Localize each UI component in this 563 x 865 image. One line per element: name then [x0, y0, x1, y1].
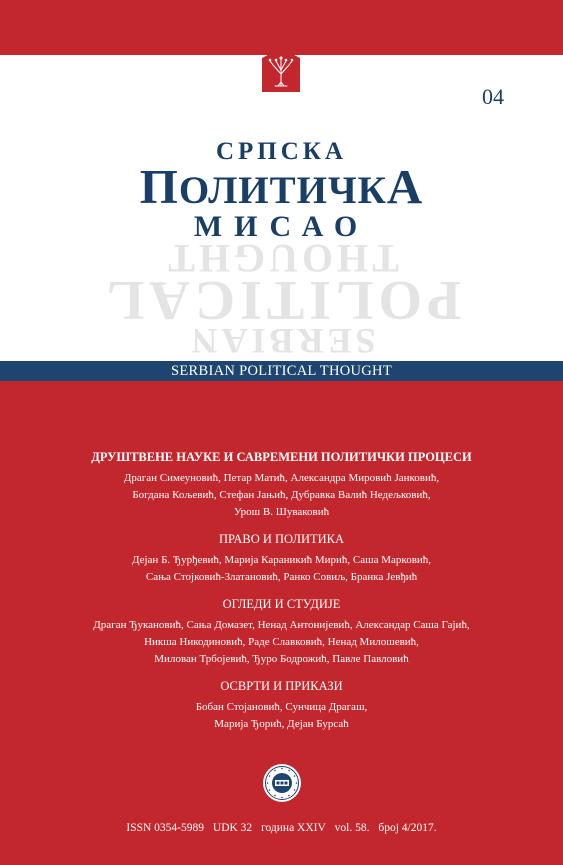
author-line: Богдана Кољевић, Стефан Јањић, Дубравка Валић Недељковић, — [132, 489, 431, 501]
author-line: Милован Трбојевић, Ђуро Бодрожић, Павле Павловић — [154, 653, 409, 665]
title-srpska: СРПСКА — [215, 138, 347, 165]
top-red-band — [0, 0, 563, 55]
mirrored-political: POLITICAL — [101, 269, 462, 331]
author-line: Драган Ђукановић, Сања Домазет, Ненад Антонијевић, Александар Саша Гајић, — [93, 619, 470, 631]
author-line: Никша Никодиновић, Раде Славковић, Ненад Милошевић, — [144, 636, 419, 648]
volume-number: vol. 58. — [334, 822, 370, 834]
volume-year: година XXIV — [261, 822, 326, 834]
issue-info: број 4/2017. — [378, 822, 437, 834]
author-line: Драган Симеуновић, Петар Матић, Александра Мировић Јанковић, — [123, 472, 440, 484]
udk: UDK 32 — [212, 822, 253, 834]
author-line: Урош В. Шуваковић — [233, 506, 330, 518]
contents-list — [0, 448, 563, 742]
section-title: ОСВРТИ И ПРИКАЗИ — [220, 679, 343, 693]
section-social-sciences — [0, 448, 563, 521]
section-title: ДРУШТВЕНЕ НАУКЕ И САВРЕМЕНИ ПОЛИТИЧКИ ПРОЦЕСИ — [91, 450, 472, 464]
title-cap-a: А — [386, 159, 424, 214]
issue-number: 04 — [482, 84, 504, 109]
author-line: Марија Ђорић, Дејан Бурсаћ — [214, 718, 349, 730]
institute-seal-icon — [262, 763, 302, 803]
section-title: ПРАВО И ПОЛИТИКА — [218, 532, 344, 546]
title-politicka — [0, 158, 563, 215]
author-line: Дејан Б. Ђурђевић, Марија Караникић Мирић, Саша Марковић, — [131, 554, 432, 566]
mirrored-thought: THOUGHT — [164, 236, 399, 281]
title-cap-p: П — [139, 159, 179, 214]
footer-info — [0, 822, 563, 834]
section-title: ОГЛЕДИ И СТУДИЈЕ — [222, 597, 341, 611]
issn: ISSN 0354-5989 — [126, 822, 205, 834]
english-title-band: SERBIAN POLITICAL THOUGHT — [0, 361, 563, 381]
author-line: Бобан Стојановић, Сунчица Драгаш, — [195, 701, 368, 713]
section-law-politics — [0, 530, 563, 586]
author-line: Сања Стојковић-Златановић, Ранко Совиљ, Бранка Јевђић — [145, 571, 418, 583]
tree-logo-icon — [262, 48, 300, 92]
title-mid: ОЛИТИЧК — [178, 169, 387, 212]
section-reviews — [0, 677, 563, 733]
mirrored-serbian: SERBIAN — [187, 321, 376, 361]
title-misao: МИСАО — [193, 210, 370, 243]
section-essays-studies — [0, 595, 563, 668]
